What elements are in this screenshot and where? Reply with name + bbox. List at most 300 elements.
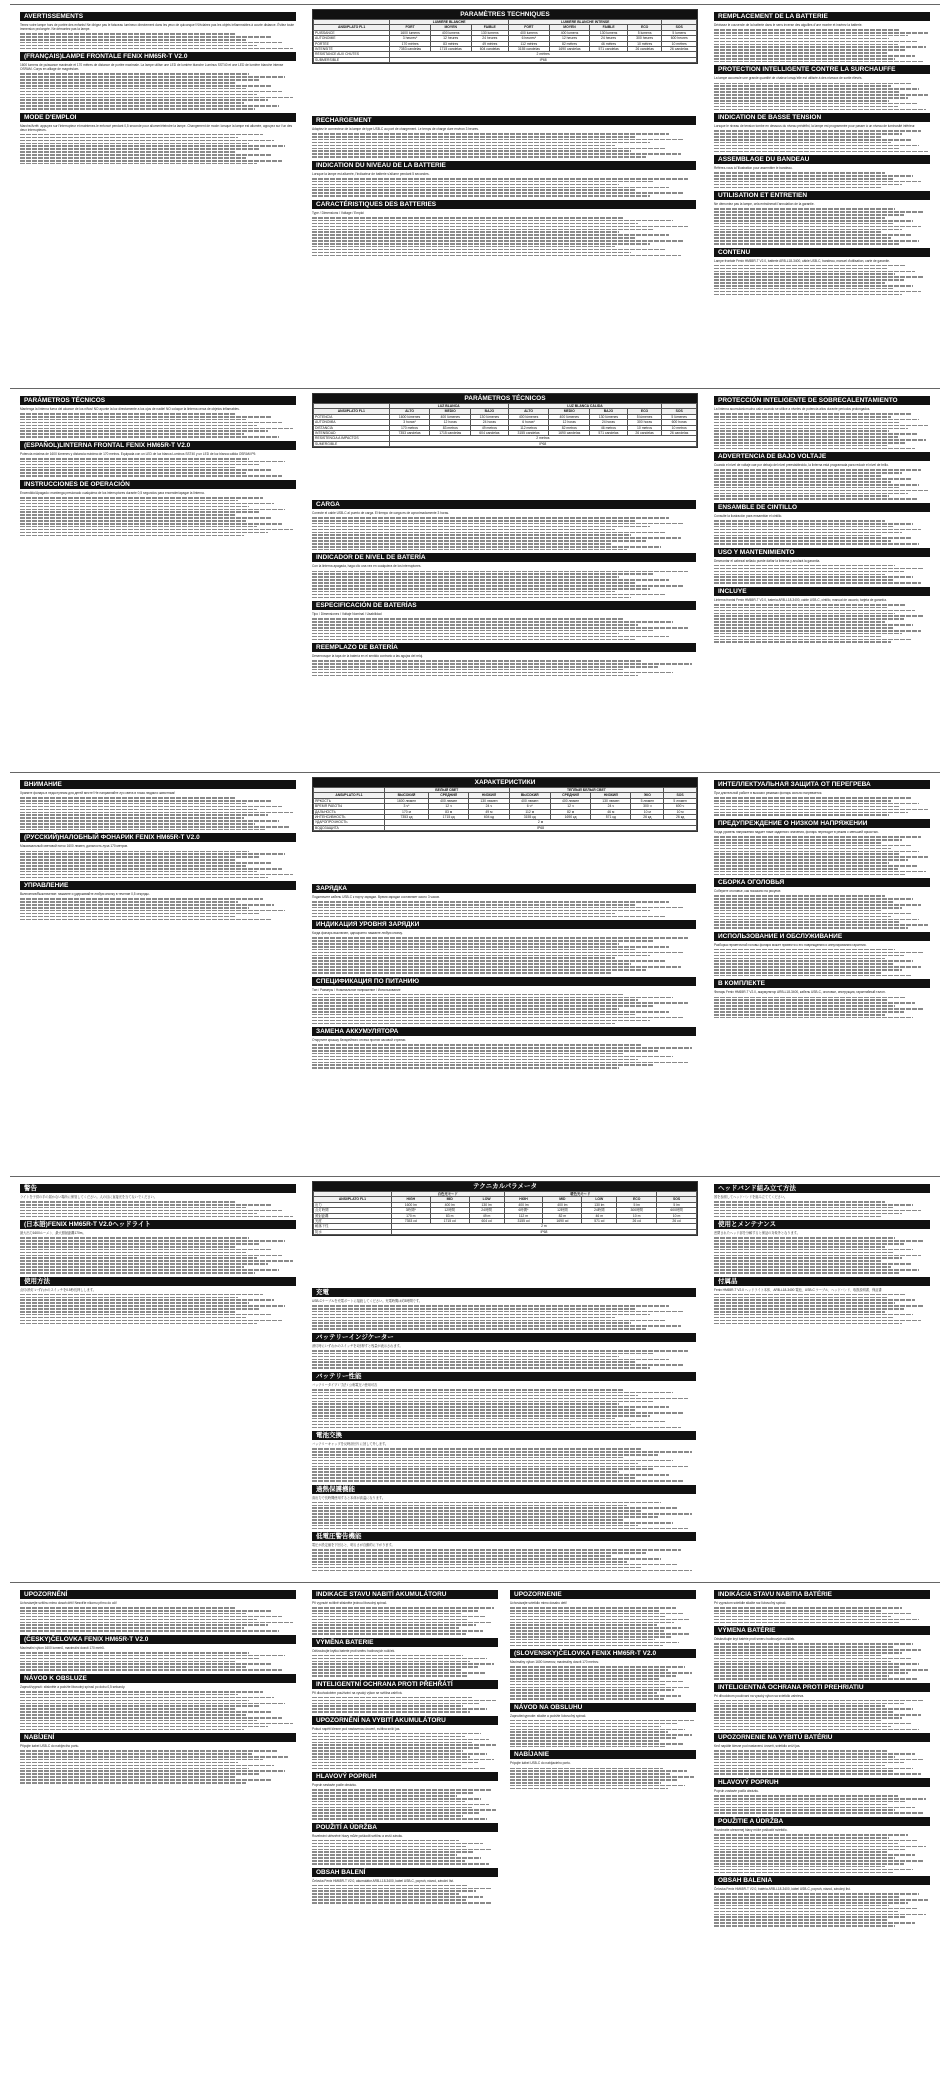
text-line bbox=[312, 1669, 461, 1671]
text-line bbox=[714, 495, 889, 497]
table-cell: 24時間 bbox=[469, 1208, 504, 1213]
text-line bbox=[714, 913, 911, 915]
section-body: Type / Dimensions / Voltage / Emploi bbox=[312, 210, 364, 215]
text-line bbox=[714, 1773, 921, 1775]
table-column-header: FAIBLE bbox=[471, 25, 509, 30]
text-line bbox=[714, 972, 882, 974]
table-column-header: BAJO bbox=[590, 409, 628, 414]
text-line bbox=[510, 1627, 681, 1629]
text-line bbox=[714, 430, 889, 432]
text-line bbox=[312, 1843, 483, 1845]
table-cell: 300 ч bbox=[631, 804, 664, 809]
table-row-label: 耐落下性 bbox=[314, 1224, 392, 1229]
text-line bbox=[714, 493, 908, 495]
text-line bbox=[714, 178, 893, 180]
section-body: Фонарь Fenix HM65R-T V2.0, аккумулятор ARB-L18-3400, кабель USB-C, оголовье, инструкция, гарантийный талон. bbox=[714, 990, 886, 995]
text-line bbox=[714, 851, 919, 853]
table-cell: 3155 cd bbox=[504, 1219, 543, 1224]
table-column-header: ANSI/PLATO FL1 bbox=[314, 1197, 392, 1202]
text-line bbox=[20, 514, 235, 516]
section-heading: СБОРКА ОГОЛОВЬЯ bbox=[714, 878, 930, 887]
text-line bbox=[312, 1807, 472, 1809]
text-line bbox=[714, 1857, 895, 1859]
text-line bbox=[312, 1888, 492, 1890]
text-line bbox=[312, 1756, 470, 1758]
table-cell: 400 люмен bbox=[509, 798, 550, 803]
text-line bbox=[312, 1768, 485, 1770]
table-column-header: СРЕДНИЙ bbox=[550, 793, 590, 798]
text-line bbox=[20, 871, 257, 873]
text-line bbox=[20, 1257, 257, 1259]
table-cell: 46 m bbox=[582, 1213, 617, 1218]
text-line bbox=[20, 1768, 249, 1770]
language-block-ru bbox=[10, 772, 940, 1170]
text-line bbox=[714, 812, 908, 814]
section-heading: PROTECCIÓN INTELIGENTE DE SOBRECALENTAMIENTO bbox=[714, 396, 930, 405]
text-line bbox=[714, 1308, 904, 1310]
text-line bbox=[20, 1616, 282, 1618]
text-line bbox=[20, 913, 260, 915]
text-line bbox=[714, 952, 924, 954]
section-body: Храните фонарь в недоступном для детей месте! Не направляйте луч света в глаза людям и животным! bbox=[20, 791, 176, 795]
text-line bbox=[714, 279, 904, 281]
table-column-header: НИЗКИЙ bbox=[591, 793, 631, 798]
section-body: 電圧が設定値を下回ると、明るさが自動的に下がります。 bbox=[312, 1543, 395, 1548]
section-heading: INDICADOR DE NIVEL DE BATERÍA bbox=[312, 553, 696, 562]
text-line bbox=[714, 526, 893, 528]
table-cell: 400 lm bbox=[504, 1202, 543, 1207]
table-cell: 170 m bbox=[391, 1213, 430, 1218]
text-line bbox=[714, 532, 902, 534]
table-title: ХАРАКТЕРИСТИКИ bbox=[313, 778, 697, 787]
table-row bbox=[314, 825, 697, 830]
table-column-header: HIGH bbox=[504, 1197, 543, 1202]
text-line bbox=[20, 1773, 260, 1775]
text-line bbox=[20, 140, 274, 142]
text-line bbox=[714, 901, 893, 903]
table-cell: 12 horas bbox=[430, 420, 471, 425]
table-cell: 112 mètres bbox=[509, 41, 550, 46]
column-mid2 bbox=[510, 393, 696, 763]
section-heading: NÁVOD NA OBSLUHU bbox=[510, 1703, 696, 1712]
text-line bbox=[20, 1216, 293, 1218]
text-line bbox=[714, 145, 919, 147]
table-group-header: 白色光モード bbox=[391, 1192, 504, 1197]
column-mid2 bbox=[510, 1181, 696, 1573]
text-line bbox=[714, 184, 902, 186]
text-line bbox=[20, 1779, 271, 1781]
text-line bbox=[714, 1720, 882, 1722]
table-cell: 5 lumens bbox=[627, 30, 662, 35]
section-body: Adaptez le connecteur de la lampe de type USB-C au port de chargement. Le temps de charge dure environ 3 heures. bbox=[312, 127, 479, 131]
table-column-header: MOYEN bbox=[430, 25, 471, 30]
text-line bbox=[20, 1210, 282, 1212]
text-line bbox=[312, 1902, 491, 1904]
text-line bbox=[312, 1700, 496, 1702]
text-line bbox=[312, 1703, 479, 1705]
text-line bbox=[312, 1627, 459, 1629]
table-cell: 5 lm bbox=[617, 1202, 657, 1207]
text-line bbox=[312, 1860, 465, 1862]
table-column-header: MID bbox=[430, 1197, 469, 1202]
text-line bbox=[714, 1846, 926, 1848]
language-block-fr bbox=[10, 4, 940, 382]
text-line bbox=[714, 1762, 904, 1764]
text-line bbox=[714, 845, 911, 847]
text-line bbox=[312, 1658, 487, 1660]
text-line bbox=[312, 1804, 489, 1806]
text-line bbox=[714, 921, 900, 923]
text-line bbox=[714, 1916, 906, 1918]
text-line bbox=[20, 1305, 285, 1307]
text-line bbox=[714, 243, 900, 245]
text-line bbox=[714, 148, 900, 150]
text-line bbox=[714, 268, 887, 270]
section-body: Keď napätie klesne pod nastavenú úroveň, svietidlo zníži jas. bbox=[714, 1744, 801, 1749]
text-line bbox=[714, 151, 928, 153]
text-line bbox=[20, 163, 257, 165]
text-line bbox=[20, 1669, 282, 1671]
section-body: Rozobratie utesnenej hlavy môže poškodiť svietidlo. bbox=[714, 1827, 788, 1832]
text-line bbox=[714, 175, 913, 177]
text-line bbox=[20, 1663, 271, 1665]
column-left bbox=[20, 777, 296, 1167]
text-line bbox=[714, 565, 895, 567]
text-line bbox=[714, 237, 891, 239]
section-heading: В КОМПЛЕКТЕ bbox=[714, 979, 930, 988]
table-cell: 49 м bbox=[469, 809, 509, 814]
table-row-label: POTENCIA bbox=[314, 414, 390, 419]
section-body: Marche/Arrêt: appuyez sur l'interrupteur et maintenez-le enfoncé pendant 0,5 seconde pour allumer/éteindre la lampe. Changement de mode: lorsque la lampe est allumée, appuyez sur l'un des deux interrupteurs. bbox=[20, 123, 293, 132]
text-line bbox=[714, 621, 885, 623]
text-line bbox=[20, 820, 279, 822]
text-line bbox=[20, 1311, 235, 1313]
table-cell: 3時間* bbox=[391, 1208, 430, 1213]
text-line bbox=[714, 1213, 902, 1215]
table-cell: 12時間 bbox=[543, 1208, 582, 1213]
table-cell: 400 lúmenes bbox=[549, 414, 590, 419]
text-line bbox=[20, 1717, 282, 1719]
column-right bbox=[714, 393, 930, 763]
text-line bbox=[20, 877, 268, 879]
section-body: Максимальный световой поток 1600 люмен, дальность луча 170 метров. bbox=[20, 844, 128, 849]
text-line bbox=[510, 1768, 663, 1770]
text-line bbox=[312, 1857, 481, 1859]
section-heading: (FRANÇAIS)LAMPE FRONTALE FENIX HM65R-T V2.0 bbox=[20, 52, 296, 61]
section-body: 高出力で長時間使用すると本体が高温になります。 bbox=[312, 1495, 386, 1500]
section-body: 図を参照してヘッドバンドを組み立ててください。 bbox=[714, 1195, 788, 1199]
text-line bbox=[714, 1809, 895, 1811]
table-column-header: MEDIO bbox=[430, 409, 471, 414]
text-line bbox=[20, 1655, 285, 1657]
text-line bbox=[510, 1622, 674, 1624]
text-line bbox=[714, 1661, 891, 1663]
text-line bbox=[312, 1675, 468, 1677]
text-line bbox=[714, 1804, 887, 1806]
table-cell: 130 lm bbox=[582, 1202, 617, 1207]
text-line bbox=[714, 472, 902, 474]
text-line bbox=[20, 1266, 244, 1268]
text-line bbox=[714, 853, 900, 855]
text-line bbox=[510, 1639, 655, 1641]
text-line bbox=[20, 1252, 246, 1254]
text-line bbox=[714, 871, 926, 873]
table-cell: 112 м bbox=[509, 809, 550, 814]
section-body: Zapnutí/vypnutí: stiskněte a podržte libovolný spínač po dobu 0,5 sekundy. bbox=[20, 1684, 126, 1689]
text-line bbox=[20, 520, 246, 522]
text-line bbox=[714, 425, 928, 427]
text-line bbox=[20, 1700, 249, 1702]
text-line bbox=[714, 868, 898, 870]
table-cell: IP68 bbox=[389, 441, 696, 446]
section-body: Fenix HM65R-T V2.0 ヘッドライト本体、ARB-L18-3400 電池、USB-C ケーブル、ヘッドバンド、取扱説明書、保証書 bbox=[714, 1287, 882, 1292]
text-line bbox=[714, 94, 928, 96]
text-line bbox=[20, 1269, 279, 1271]
table-cell: 130 lm bbox=[469, 1202, 504, 1207]
section-heading: PARÁMETROS TÉCNICOS bbox=[20, 396, 296, 405]
section-body: Desmontar el cabezal sellado puede dañar la linterna y anulará la garantía. bbox=[714, 558, 821, 563]
text-line bbox=[714, 1678, 917, 1680]
text-line bbox=[714, 1255, 921, 1257]
text-line bbox=[20, 862, 271, 864]
section-heading: INDIKÁCIA STAVU NABITIA BATÉRIE bbox=[714, 1590, 930, 1599]
section-body: Référez-vous à l'illustration pour assembler le bandeau. bbox=[714, 166, 793, 171]
text-line bbox=[714, 615, 924, 617]
table-cell: 12時間 bbox=[430, 1208, 469, 1213]
text-line bbox=[510, 1607, 676, 1609]
text-line bbox=[714, 1299, 915, 1301]
table-row-label: INTENSIDAD bbox=[314, 431, 390, 436]
text-line bbox=[20, 1697, 274, 1699]
text-line bbox=[312, 1899, 466, 1901]
table-cell: 170 м bbox=[384, 809, 428, 814]
table-cell: 600時間 bbox=[657, 1208, 697, 1213]
table-row-label: SUBMERSIBLE bbox=[314, 57, 390, 62]
section-body: Conecte el cable USB-C al puerto de carga. El tiempo de carga es de aproximadamente 3 horas. bbox=[312, 511, 449, 515]
section-heading: HLAVOVÝ POPRUH bbox=[714, 1778, 930, 1787]
column-mid2 bbox=[510, 9, 696, 379]
table-column-header: MID bbox=[543, 1197, 582, 1202]
table-cell: 400 люмен bbox=[429, 798, 469, 803]
text-line bbox=[714, 874, 906, 876]
text-line bbox=[20, 1756, 288, 1758]
text-line bbox=[20, 500, 238, 502]
text-line bbox=[20, 79, 260, 81]
table-cell: 82 metros bbox=[549, 425, 590, 430]
text-line bbox=[20, 1726, 268, 1728]
table-cell: 1715 candelas bbox=[430, 431, 471, 436]
text-line bbox=[20, 806, 282, 808]
text-line bbox=[312, 1885, 468, 1887]
text-line bbox=[20, 419, 246, 421]
section-body: Когда уровень напряжения падает ниже заданного значения, фонарь переходит в режим с меньшей яркостью. bbox=[714, 830, 879, 835]
table-column-header: ECO bbox=[617, 1197, 657, 1202]
table-cell: 300 horas bbox=[627, 420, 662, 425]
text-line bbox=[714, 55, 915, 57]
text-line bbox=[510, 1678, 659, 1680]
table-row-label: AUTONOMÍA bbox=[314, 420, 390, 425]
text-line bbox=[20, 1201, 235, 1203]
table-group-header: 暖色光モード bbox=[504, 1192, 657, 1197]
text-line bbox=[714, 475, 882, 477]
text-line bbox=[714, 416, 891, 418]
text-line bbox=[714, 49, 906, 51]
table-cell: 10 mètres bbox=[662, 41, 697, 46]
section-heading: USO Y MANTENIMIENTO bbox=[714, 548, 930, 557]
table-cell: 400 lumens bbox=[430, 30, 471, 35]
text-line bbox=[714, 797, 911, 799]
text-line bbox=[714, 627, 893, 629]
text-line bbox=[20, 1240, 285, 1242]
text-line bbox=[312, 1747, 479, 1749]
text-line bbox=[714, 61, 924, 63]
text-line bbox=[312, 1744, 496, 1746]
text-line bbox=[20, 803, 246, 805]
section-body: Cuando el nivel de voltaje cae por debajo del nivel preestablecido, la linterna está programada para reducir el nivel de brillo. bbox=[714, 463, 889, 468]
text-line bbox=[20, 422, 282, 424]
table-cell: 24 heures bbox=[471, 36, 509, 41]
text-line bbox=[714, 439, 926, 441]
text-line bbox=[20, 874, 293, 876]
text-line bbox=[714, 1210, 921, 1212]
text-line bbox=[714, 1014, 885, 1016]
text-line bbox=[20, 436, 279, 438]
text-line bbox=[20, 425, 257, 427]
text-line bbox=[510, 1684, 666, 1686]
text-line bbox=[20, 1723, 293, 1725]
section-heading: ESPECIFICACIÓN DE BATERÍAS bbox=[312, 601, 696, 610]
table-row-label: 出力 bbox=[314, 1202, 392, 1207]
table-cell: 6 heures* bbox=[509, 36, 550, 41]
table-cell: 7353 кд bbox=[384, 815, 428, 820]
section-heading: (ČESKY)ČELOVKA FENIX HM65R-T V2.0 bbox=[20, 1635, 296, 1644]
text-line bbox=[312, 1739, 489, 1741]
table-cell: 83 metros bbox=[430, 425, 471, 430]
text-line bbox=[20, 413, 235, 415]
text-line bbox=[714, 38, 889, 40]
text-line bbox=[714, 1272, 900, 1274]
section-body: Con la linterna apagada, haga clic una vez en cualquiera de los interruptores. bbox=[312, 564, 422, 569]
table-cell: 571 кд bbox=[591, 815, 631, 820]
table-row-label: 照射距離 bbox=[314, 1213, 392, 1218]
table-cell: 170 mètres bbox=[390, 41, 431, 46]
table-row-label: ВРЕМЯ РАБОТЫ bbox=[314, 804, 385, 809]
text-line bbox=[714, 1294, 906, 1296]
text-line bbox=[714, 88, 919, 90]
text-line bbox=[20, 1714, 246, 1716]
table-cell: 2 metros bbox=[389, 436, 696, 441]
section-body: Тип / Размеры / Номинальное напряжение / Использование bbox=[312, 987, 401, 992]
text-line bbox=[20, 1703, 285, 1705]
table-cell: 600 heures bbox=[662, 36, 697, 41]
column-mid2 bbox=[510, 1587, 696, 2079]
section-heading: CARGA bbox=[312, 500, 696, 509]
text-line bbox=[510, 1672, 692, 1674]
text-line bbox=[714, 958, 885, 960]
text-line bbox=[714, 1619, 919, 1621]
text-line bbox=[714, 1851, 887, 1853]
text-line bbox=[20, 137, 238, 139]
table-row-label: 光度 bbox=[314, 1219, 392, 1224]
text-line bbox=[312, 1809, 496, 1811]
text-line bbox=[510, 1743, 683, 1745]
table-column-header: ANSI/PLATO FL1 bbox=[314, 25, 390, 30]
text-line bbox=[20, 1666, 246, 1668]
text-line bbox=[20, 45, 257, 47]
table-group-header: LUZ BLANCA bbox=[389, 404, 508, 409]
text-line bbox=[312, 1840, 459, 1842]
text-line bbox=[714, 1840, 917, 1842]
text-line bbox=[510, 1636, 672, 1638]
section-heading: (SLOVENSKY)ČELOVKA FENIX HM65R-T V2.0 bbox=[510, 1649, 696, 1658]
tech-params-table bbox=[312, 9, 698, 64]
text-line bbox=[714, 478, 911, 480]
text-line bbox=[714, 1708, 913, 1710]
text-line bbox=[20, 826, 290, 828]
table-cell: 300 heures bbox=[627, 36, 662, 41]
text-line bbox=[20, 904, 274, 906]
text-line bbox=[20, 1260, 293, 1262]
table-row-label: 防水 bbox=[314, 1229, 392, 1234]
table-cell: 5 lumens bbox=[662, 30, 697, 35]
section-body: Ne démontez pas la lampe, cela entraînerait l'annulation de la garantie. bbox=[714, 202, 815, 207]
text-line bbox=[312, 1849, 491, 1851]
table-cell: 5 lúmenes bbox=[627, 414, 662, 419]
text-line bbox=[714, 1652, 902, 1654]
text-line bbox=[20, 33, 235, 35]
section-heading: AVERTISSEMENTS bbox=[20, 12, 296, 21]
text-line bbox=[510, 1613, 683, 1615]
table-cell: 83 mètres bbox=[430, 41, 471, 46]
text-line bbox=[510, 1746, 666, 1748]
table-group-header: LUMIÈRE BLANCHE bbox=[390, 20, 509, 25]
text-line bbox=[714, 172, 885, 174]
section-heading: NABÍJANIE bbox=[510, 1750, 696, 1759]
text-line bbox=[714, 109, 926, 111]
table-cell: 26 cd bbox=[657, 1219, 697, 1224]
text-line bbox=[20, 907, 249, 909]
section-body: バッテリータイプ / 寸法 / 公称電圧 / 使用可否 bbox=[312, 1382, 378, 1387]
table-cell: 1715 cd bbox=[430, 1219, 469, 1224]
table-cell: 5 lúmenes bbox=[662, 414, 697, 419]
section-heading: ЗАРЯДКА bbox=[312, 884, 696, 893]
section-body: Linterna frontal Fenix HM65R-T V2.0, batería ARB-L18-3400, cable USB-C, cintillo, manual de usuario, tarjeta de garantía. bbox=[714, 597, 887, 602]
text-line bbox=[510, 1689, 674, 1691]
section-body: Соберите оголовье, как показано на рисунке. bbox=[714, 889, 782, 894]
table-cell: 26 candelas bbox=[627, 47, 662, 52]
section-body: Открутите крышку батарейного отсека против часовой стрелки. bbox=[312, 1038, 407, 1043]
section-heading: (РУССКИЙ)НАЛОБНЫЙ ФОНАРИК FENIX HM65R-T V2.0 bbox=[20, 833, 296, 842]
text-line bbox=[714, 540, 891, 542]
text-line bbox=[20, 1204, 271, 1206]
table-cell: 604 candelas bbox=[471, 47, 509, 52]
table-cell: 130 lumens bbox=[590, 30, 628, 35]
table-cell: 600 ч bbox=[664, 804, 697, 809]
text-line bbox=[714, 639, 911, 641]
text-line bbox=[312, 1624, 476, 1626]
table-row bbox=[314, 441, 697, 446]
text-line bbox=[714, 1756, 895, 1758]
text-line bbox=[312, 1765, 461, 1767]
text-line bbox=[714, 58, 895, 60]
text-line bbox=[714, 1914, 926, 1916]
section-body: Připojte kabel USB-C do nabíjecího portu. bbox=[20, 1744, 80, 1749]
text-line bbox=[714, 916, 891, 918]
text-line bbox=[312, 1789, 491, 1791]
table-cell: 3 horas* bbox=[389, 420, 430, 425]
section-body: Dévissez le couvercle de la batterie dans le sens inverse des aiguilles d'une montre et insérez la batterie. bbox=[714, 23, 863, 27]
table-column-header: ВЫСОКИЙ bbox=[384, 793, 428, 798]
